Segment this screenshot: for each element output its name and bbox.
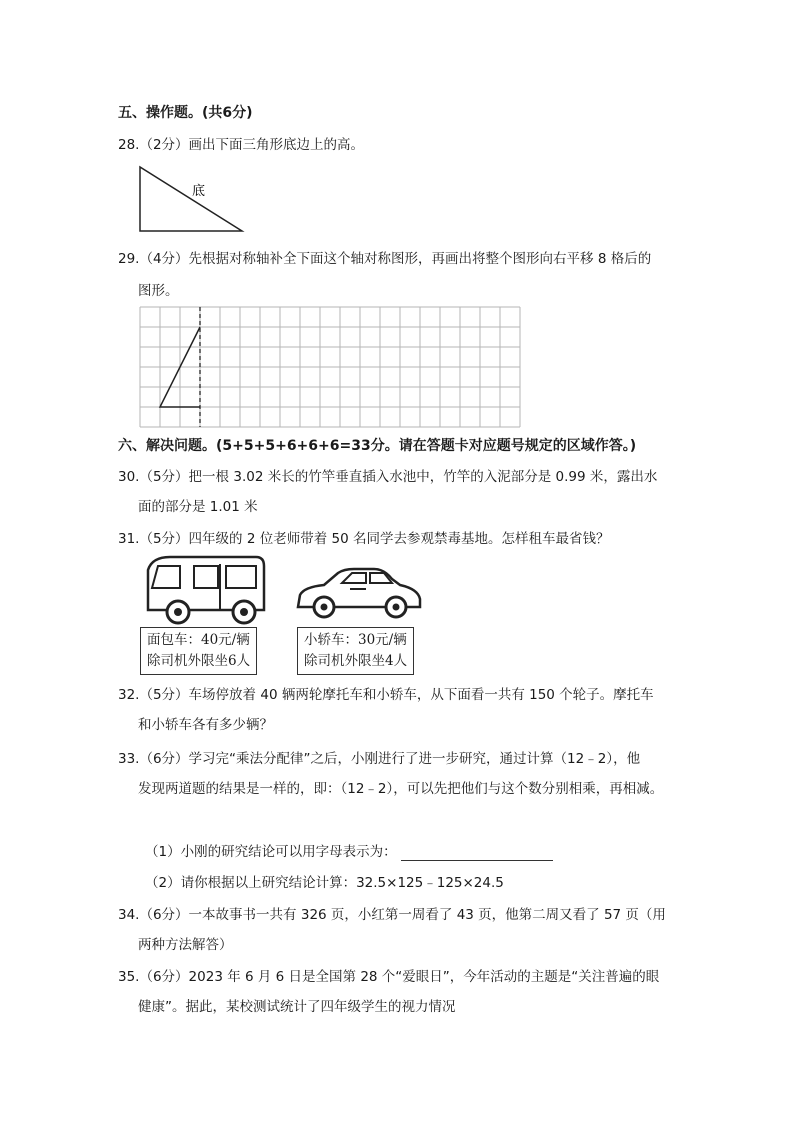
car-price: 小轿车：30元/辆 [304, 632, 407, 648]
van-icon [140, 552, 270, 628]
answer-blank[interactable] [401, 846, 553, 861]
question-34-line2: 两种方法解答） [138, 937, 233, 953]
van-capacity: 除司机外限坐6人 [147, 653, 251, 669]
car-icon [294, 565, 424, 623]
question-30-line2: 面的部分是 1.01 米 [138, 499, 258, 515]
question-35-line1: 35.（6分）2023 年 6 月 6 日是全国第 28 个“爱眼日”，今年活动的主题是“关注普遍的眼 [118, 969, 660, 985]
section5-heading: 五、操作题。(共6分) [118, 105, 253, 121]
triangle-figure [136, 165, 248, 235]
question-32-line2: 和小轿车各有多少辆？ [138, 717, 273, 733]
car-info-box [297, 627, 414, 675]
car-capacity: 除司机外限坐4人 [304, 653, 408, 669]
question-28: 28.（2分）画出下面三角形底边上的高。 [118, 137, 365, 153]
question-29-line1: 29.（4分）先根据对称轴补全下面这个轴对称图形，再画出将整个图形向右平移 8 格后的 [118, 251, 652, 267]
question-33-sub1 [145, 843, 553, 861]
van-info-box [140, 627, 257, 675]
question-34-line1: 34.（6分）一本故事书一共有 326 页，小红第一周看了 43 页，他第二周又看了 57 页（用 [118, 907, 666, 923]
question-31: 31.（5分）四年级的 2 位老师带着 50 名同学去参观禁毒基地。怎样租车最省钱？ [118, 531, 610, 547]
question-29-line2: 图形。 [138, 283, 179, 299]
triangle-base-label: 底 [192, 184, 206, 199]
question-33-line1: 33.（6分）学习完“乘法分配律”之后，小刚进行了进一步研究，通过计算（12﹣2），他 [118, 751, 641, 767]
question-35-line2: 健康”。据此，某校测试统计了四年级学生的视力情况 [138, 999, 456, 1015]
question-30-line1: 30.（5分）把一根 3.02 米长的竹竿垂直插入水池中，竹竿的入泥部分是 0.99 米，露出水 [118, 469, 658, 485]
question-33-sub2: （2）请你根据以上研究结论计算：32.5×125﹣125×24.5 [145, 875, 504, 891]
section6-heading: 六、解决问题。(5+5+5+6+6+6=33分。请在答题卡对应题号规定的区域作答。) [118, 438, 637, 454]
triangle-shape [140, 167, 242, 231]
sub1-text: （1）小刚的研究结论可以用字母表示为： [145, 844, 397, 860]
grid-lines [140, 307, 520, 427]
question-32-line1: 32.（5分）车场停放着 40 辆两轮摩托车和小轿车，从下面看一共有 150 个轮子。摩托车 [118, 687, 654, 703]
van-price: 面包车：40元/辆 [147, 632, 250, 648]
grid-figure [138, 305, 522, 429]
question-33-line2: 发现两道题的结果是一样的，即：（12﹣2），可以先把他们与这个数分别相乘，再相减。 [138, 781, 664, 797]
